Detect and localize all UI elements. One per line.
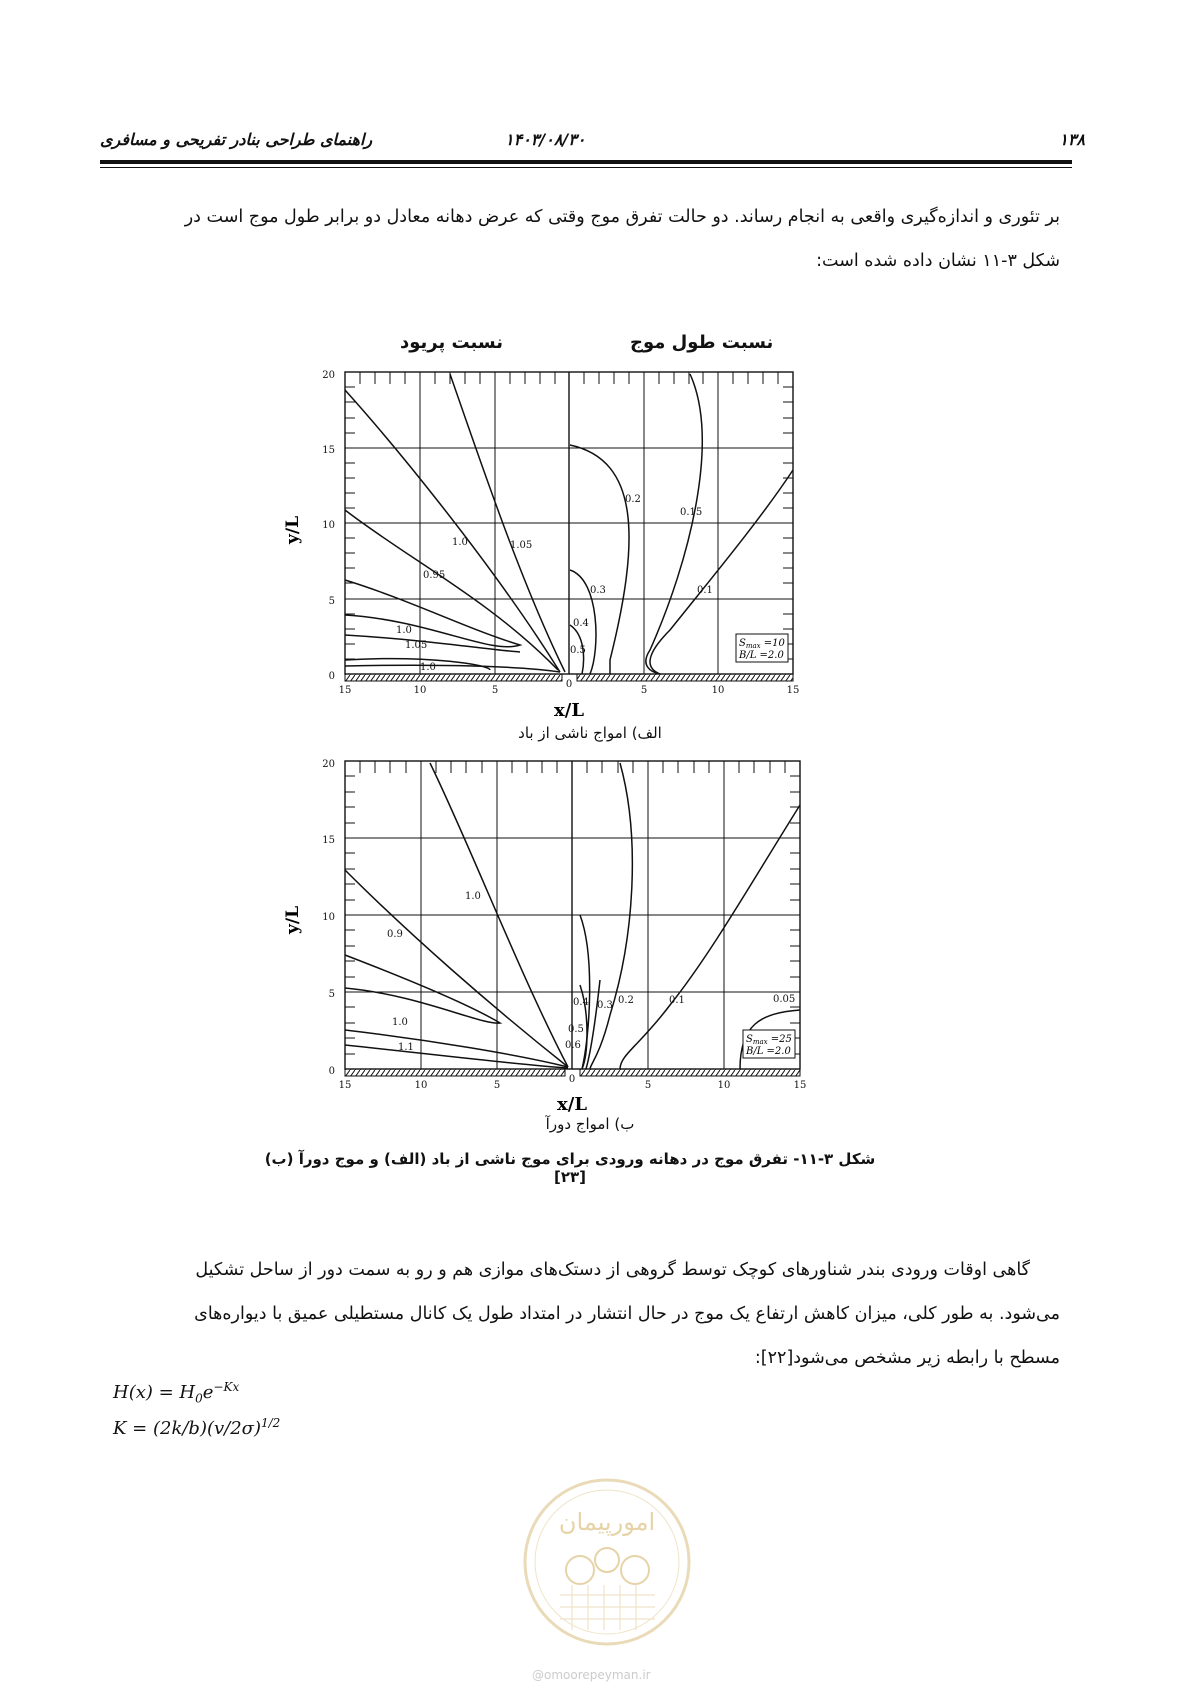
b-right-label-4: 0.05 bbox=[773, 994, 796, 1005]
svg-text:5: 5 bbox=[640, 685, 648, 696]
watermark-logo bbox=[520, 1475, 695, 1650]
figure-caption: شکل ۳-۱۱- تفرق موج در دهانه ورودی برای موج ناشی از باد (الف) و موج دورآ (ب)[۲۳] bbox=[264, 1150, 876, 1186]
intro-paragraph bbox=[115, 195, 1060, 283]
svg-text:20: 20 bbox=[322, 370, 335, 381]
intro-line-2: شکل ۳-۱۱ نشان داده شده است: bbox=[816, 251, 1060, 271]
b-left-label-3: 1.1 bbox=[398, 1042, 414, 1053]
a-right-label-1: 0.15 bbox=[680, 507, 703, 518]
svg-text:10: 10 bbox=[322, 912, 335, 923]
equation-1: $H(x) = H_0e^{-Kx}$ bbox=[113, 1380, 240, 1406]
a-right-label-0: 0.2 bbox=[625, 494, 641, 505]
svg-text:10: 10 bbox=[413, 685, 427, 696]
svg-text:20: 20 bbox=[322, 759, 335, 770]
equation-2: $K = (2k/b)(v/2\sigma)^{1/2}$ bbox=[113, 1416, 281, 1439]
a-left-label-4: 1.05 bbox=[405, 640, 428, 651]
panel-a-caption: الف) امواج ناشی از باد bbox=[518, 724, 662, 742]
svg-text:5: 5 bbox=[491, 685, 499, 696]
a-xlabel: x/L bbox=[554, 700, 584, 721]
svg-text:5: 5 bbox=[644, 1080, 652, 1091]
legend-a bbox=[736, 634, 788, 662]
b-right-label-1: 0.3 bbox=[597, 1000, 613, 1011]
svg-text:B/L =2.0: B/L =2.0 bbox=[739, 650, 784, 661]
body-line-2: می‌شود. به طور کلی، میزان کاهش ارتفاع یک موج در حال انتشار در امتداد طول یک کانال مستطیلی عمیق با دیواره‌های bbox=[194, 1304, 1060, 1324]
svg-text:10: 10 bbox=[711, 685, 725, 696]
watermark-url: @omoorepeyman.ir bbox=[532, 1668, 651, 1682]
svg-text:10: 10 bbox=[414, 1080, 428, 1091]
svg-text:15: 15 bbox=[338, 685, 352, 696]
b-right-label-0: 0.4 bbox=[573, 997, 589, 1008]
b-xlabel: x/L bbox=[557, 1094, 587, 1115]
header-date: ۱۴۰۳/۰۸/۳۰ bbox=[505, 130, 586, 149]
svg-text:Smax =10: $S_{max} =10$ bbox=[739, 638, 785, 650]
figure-panel-b bbox=[283, 755, 880, 1125]
b-right-label-5: 0.5 bbox=[568, 1024, 584, 1035]
svg-text:Smax =25: $S_{max} =25$ bbox=[746, 1034, 792, 1046]
svg-text:5: 5 bbox=[328, 596, 335, 607]
intro-line-1: بر تئوری و اندازه‌گیری واقعی به انجام رساند. دو حالت تفرق موج وقتی که عرض دهانه معادل دو برابر طول موج است در bbox=[184, 207, 1060, 227]
svg-text:B/L =2.0: B/L =2.0 bbox=[746, 1046, 791, 1057]
b-left-label-0: 1.0 bbox=[465, 891, 481, 902]
a-left-label-1: 0.95 bbox=[423, 570, 446, 581]
page-header bbox=[100, 130, 1085, 156]
header-rule-thick bbox=[100, 160, 1072, 164]
svg-text:15: 15 bbox=[793, 1080, 807, 1091]
svg-text:15: 15 bbox=[322, 835, 335, 846]
svg-text:15: 15 bbox=[786, 685, 800, 696]
header-rule-thin bbox=[100, 167, 1072, 168]
b-left-label-1: 0.9 bbox=[387, 929, 403, 940]
svg-text:امورپیمان: امورپیمان bbox=[558, 1508, 656, 1536]
body-paragraph bbox=[115, 1248, 1060, 1380]
body-line-1: گاهی اوقات ورودی بندر شناورهای کوچک توسط گروهی از دستک‌های موازی هم و رو به سمت دور از ساحل تشکیل bbox=[195, 1260, 1030, 1280]
svg-text:0: 0 bbox=[328, 1066, 335, 1077]
legend-b bbox=[743, 1030, 795, 1058]
svg-text:0: 0 bbox=[328, 671, 335, 682]
svg-text:15: 15 bbox=[322, 445, 335, 456]
col-label-right: نسبت طول موج bbox=[630, 332, 774, 353]
b-left-label-2: 1.0 bbox=[392, 1017, 408, 1028]
svg-text:10: 10 bbox=[717, 1080, 731, 1091]
b-right-label-3: 0.1 bbox=[669, 995, 685, 1006]
svg-text:0: 0 bbox=[568, 1074, 576, 1085]
a-left-label-3: 1.0 bbox=[396, 625, 412, 636]
figure-panel-a bbox=[283, 360, 880, 740]
b-right-label-2: 0.2 bbox=[618, 995, 634, 1006]
a-right-label-2: 0.3 bbox=[590, 585, 606, 596]
svg-text:5: 5 bbox=[328, 989, 335, 1000]
svg-text:15: 15 bbox=[338, 1080, 352, 1091]
a-right-label-5: 0.5 bbox=[570, 645, 586, 656]
a-left-label-2: 1.05 bbox=[510, 540, 533, 551]
a-right-label-3: 0.1 bbox=[697, 585, 713, 596]
body-line-3: مسطح با رابطه زیر مشخص می‌شود[۲۲]: bbox=[754, 1348, 1060, 1368]
a-ylabel: y/L bbox=[283, 515, 303, 545]
b-right-label-6: 0.6 bbox=[565, 1040, 581, 1051]
panel-b-caption: ب) امواج دورآ bbox=[545, 1115, 635, 1133]
a-right-label-4: 0.4 bbox=[573, 618, 589, 629]
page-number: ۱۳۸ bbox=[1059, 130, 1085, 149]
a-left-label-5: 1.0 bbox=[420, 662, 436, 673]
col-label-left: نسبت پریود bbox=[400, 332, 503, 353]
a-left-label-0: 1.0 bbox=[452, 537, 468, 548]
svg-text:5: 5 bbox=[493, 1080, 501, 1091]
b-ylabel: y/L bbox=[283, 905, 303, 935]
svg-text:10: 10 bbox=[322, 520, 335, 531]
svg-text:0: 0 bbox=[565, 679, 573, 690]
header-title: راهنمای طراحی بنادر تفریحی و مسافری bbox=[100, 130, 373, 149]
